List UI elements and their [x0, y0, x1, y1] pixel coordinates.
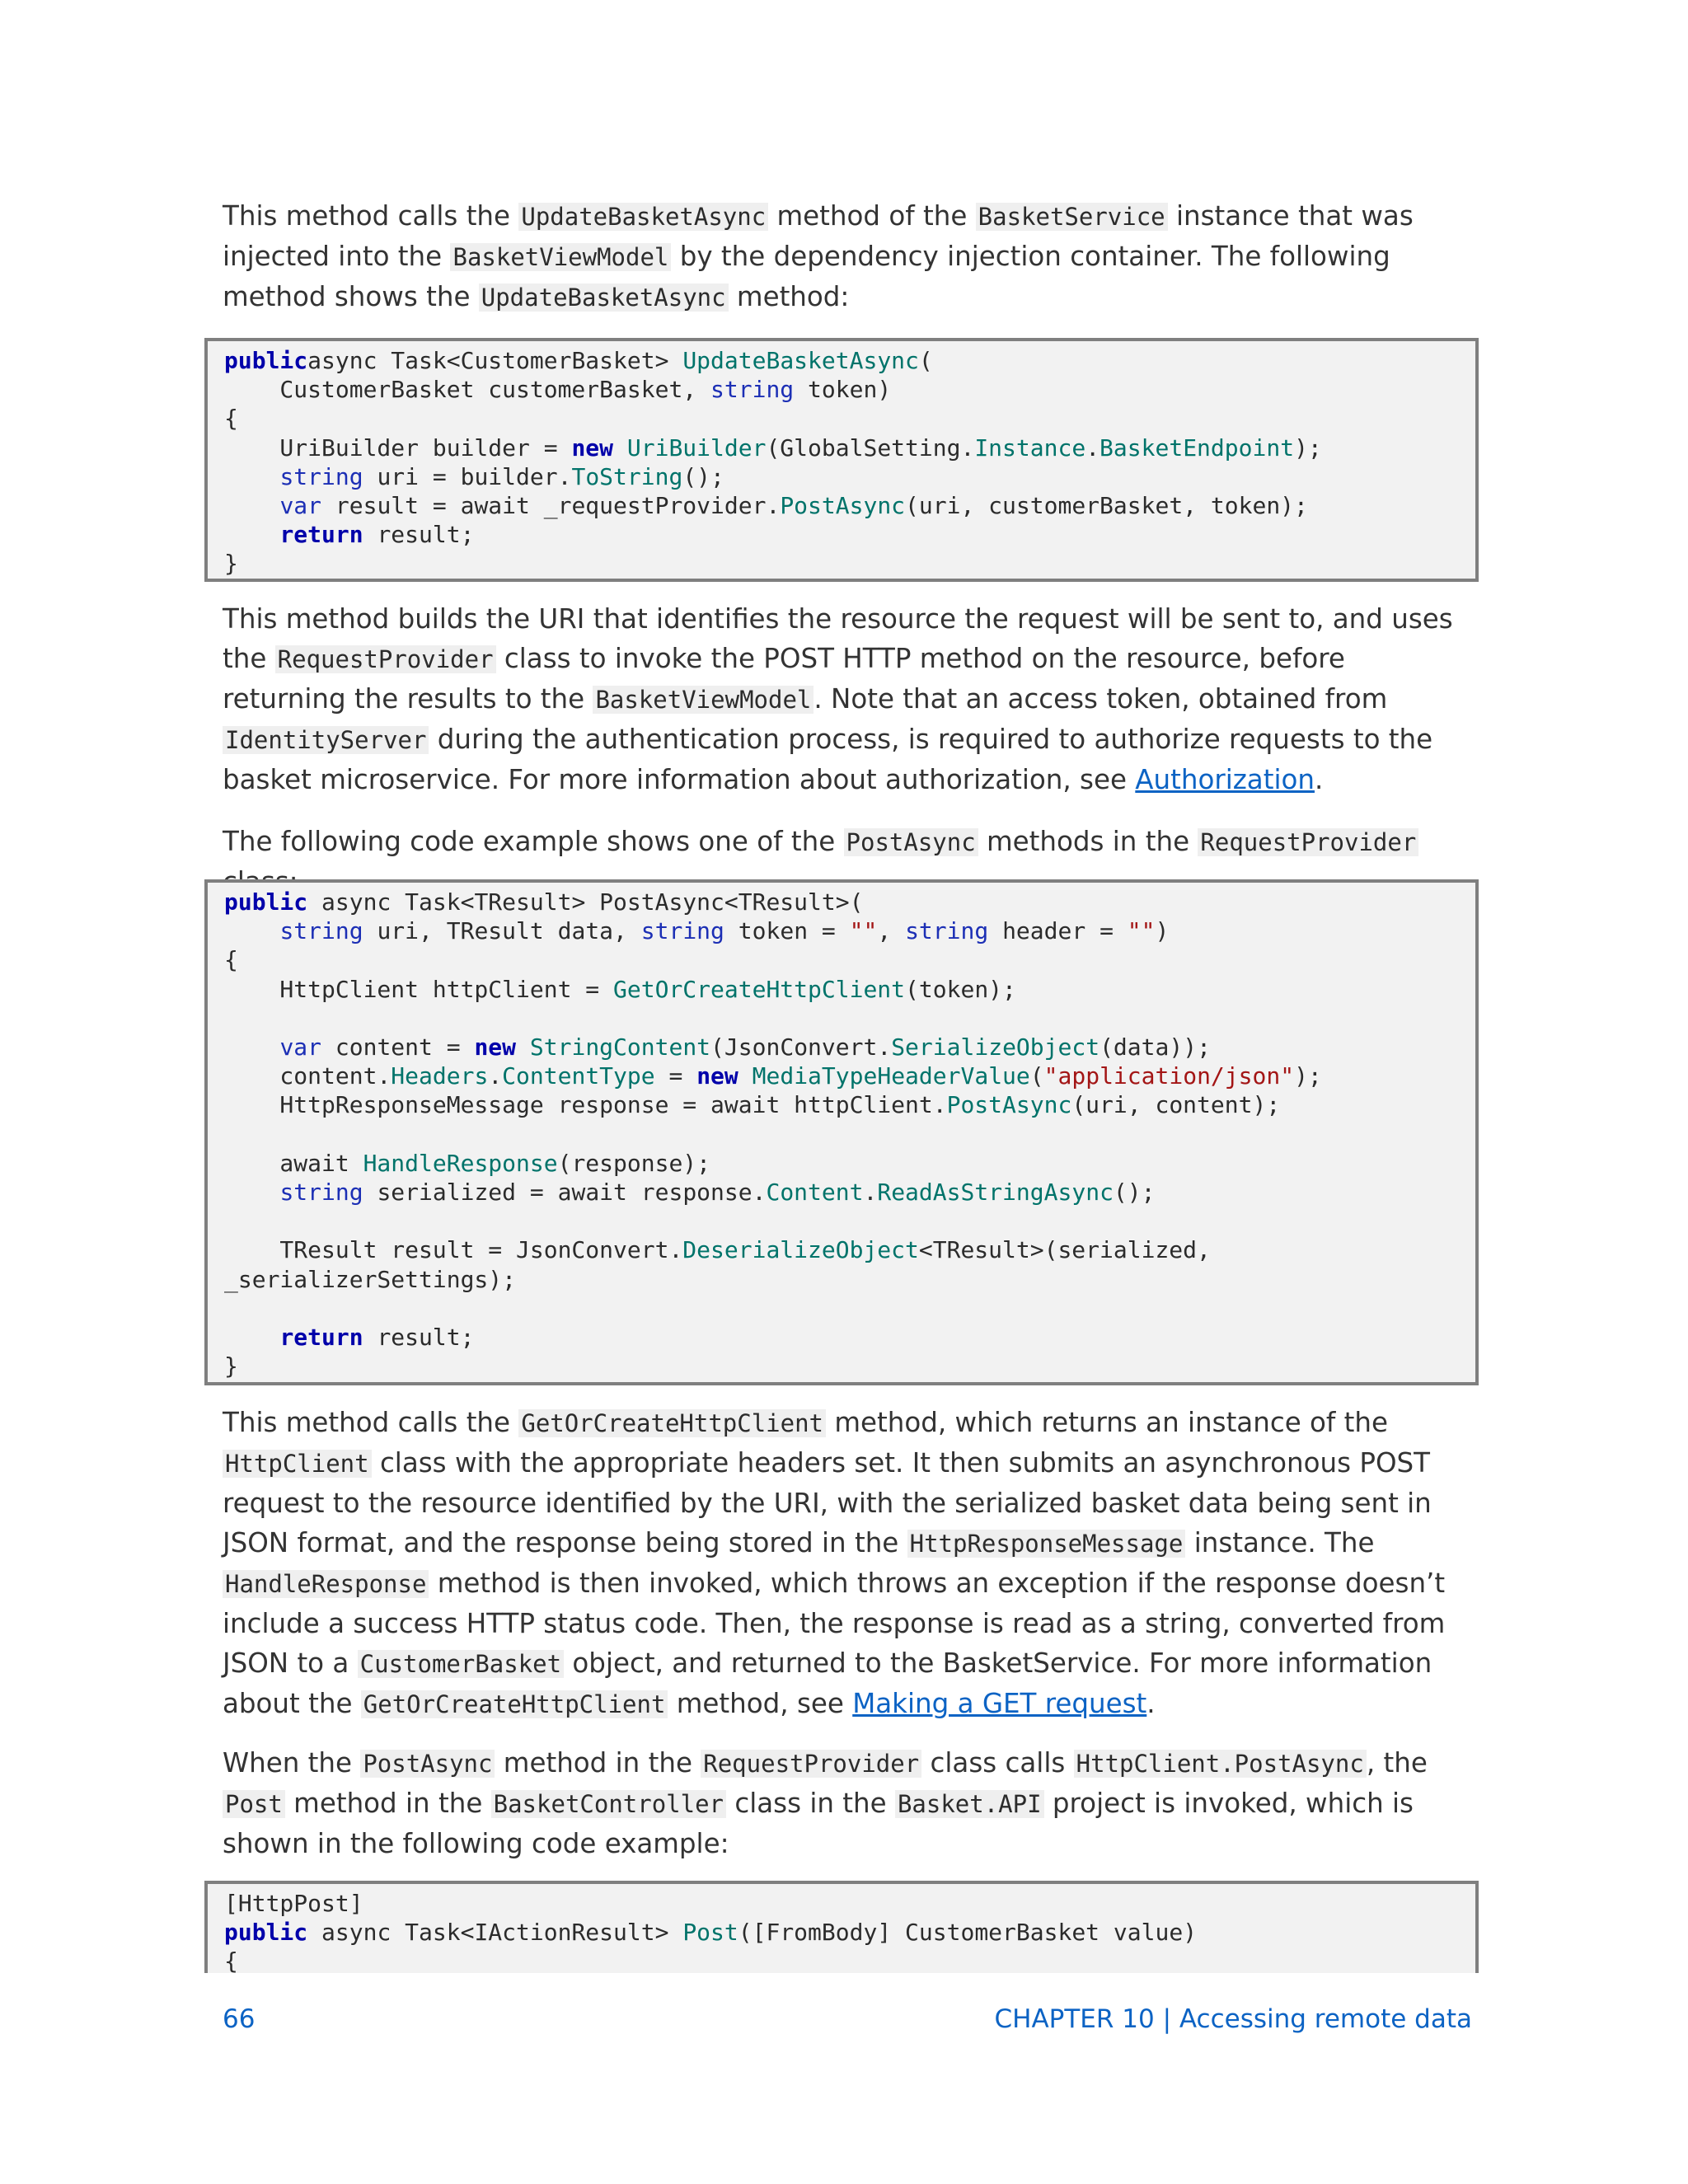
code-token: ); — [1294, 434, 1322, 462]
code-token: HttpResponseMessage response = await httpClient. — [224, 1091, 947, 1119]
code-token — [224, 1179, 279, 1206]
code-token: string — [905, 917, 989, 945]
code-token: ([FromBody] CustomerBasket value) — [738, 1919, 1198, 1947]
code-token: content = — [321, 1033, 475, 1061]
code-token: = — [654, 1062, 697, 1090]
inline-code: IdentityServer — [223, 726, 429, 754]
code-token: (uri, customerBasket, token); — [905, 492, 1308, 520]
code-token: . — [1085, 434, 1100, 462]
paragraph-postasync-intro: The following code example shows one of the PostAsync methods in the RequestProvider — [223, 822, 1475, 902]
code-token: uri, TResult data, — [363, 917, 641, 945]
code-token: (); — [682, 462, 724, 490]
code-token: HandleResponse — [363, 1149, 558, 1177]
inline-code: PostAsync — [844, 828, 978, 856]
code-block-basket-controller-post — [204, 1881, 1479, 1973]
code-token: var — [279, 1033, 322, 1061]
code-token: Headers — [391, 1062, 489, 1090]
code-token — [224, 463, 279, 490]
code-token: ( — [918, 347, 933, 374]
code-token: async Task<IActionResult> — [307, 1919, 683, 1947]
inline-code: BasketViewModel — [450, 243, 671, 271]
code-token: var — [279, 492, 322, 520]
code-token: "" — [1127, 917, 1156, 945]
paragraph-basket-controller-intro: When the PostAsync method in the RequestProvider class calls HttpClient.PostAsync, the Post method in the BasketController class in the Basket.API project is invoked, which is shown in the following code example: — [223, 1747, 1428, 1859]
inline-code: GetOrCreateHttpClient — [361, 1690, 668, 1718]
inline-code: BasketViewModel — [593, 686, 814, 714]
inline-code: HttpClient.PostAsync — [1074, 1750, 1367, 1778]
code-token: MediaTypeHeaderValue — [752, 1062, 1030, 1090]
code-token: <TResult>(serialized, — [918, 1236, 1211, 1264]
code-listing — [224, 1889, 1461, 1973]
inline-code: RequestProvider — [701, 1750, 921, 1778]
code-token: StringContent — [529, 1033, 711, 1061]
code-line — [224, 1004, 1461, 1033]
code-token: new — [696, 1062, 738, 1090]
inline-code: Post — [223, 1790, 285, 1818]
code-token: (data)); — [1100, 1033, 1211, 1061]
code-token: _serializerSettings); — [224, 1265, 517, 1293]
code-token: UriBuilder builder = — [224, 434, 572, 462]
code-token — [224, 917, 279, 944]
code-token: async Task<TResult> PostAsync<TResult>( — [307, 888, 864, 916]
code-token: await — [224, 1149, 363, 1177]
code-line — [224, 404, 1461, 433]
code-listing — [224, 888, 1461, 1380]
code-line — [224, 1178, 1461, 1207]
code-token: (response); — [557, 1149, 711, 1177]
inline-code: BasketController — [491, 1790, 726, 1818]
code-token: string — [710, 376, 795, 404]
paragraph-request-provider-explanation: This method builds the URI that identifies the resource the request will be sent to, and uses the RequestProvider class to invoke the POST HTTP method on the resource, before returning the results to the BasketViewModel. Note that an access token, obtained from IdentityServer during the authentication process, is required to authorize requests to the basket microservice. For more information about authorization, see Authorization. — [223, 603, 1453, 795]
code-line — [224, 434, 1461, 462]
chapter-title: CHAPTER 10 | Accessing remote data — [994, 2004, 1472, 2034]
code-token: async Task<CustomerBasket> — [307, 347, 683, 374]
code-token: BasketEndpoint — [1100, 434, 1295, 462]
inline-code: BasketService — [976, 203, 1168, 231]
code-token: result; — [363, 521, 475, 549]
code-line — [224, 1323, 1461, 1352]
code-token: { — [224, 1947, 238, 1973]
inline-code: PostAsync — [360, 1750, 495, 1778]
code-token: string — [640, 917, 724, 945]
code-token: Content — [766, 1179, 864, 1206]
code-token: "" — [849, 917, 878, 945]
code-line — [224, 346, 1461, 375]
code-listing — [224, 346, 1461, 579]
code-line — [224, 1265, 1461, 1294]
code-token: CustomerBasket customerBasket, — [224, 376, 711, 404]
code-line — [224, 1033, 1461, 1062]
code-token — [224, 1324, 279, 1351]
code-line — [224, 888, 1461, 916]
code-token: token) — [794, 376, 892, 404]
code-token: [HttpPost] — [224, 1890, 363, 1917]
code-line — [224, 1090, 1461, 1119]
code-line — [224, 945, 1461, 974]
inline-code: CustomerBasket — [358, 1650, 564, 1678]
code-token: serialized = await response. — [363, 1179, 767, 1206]
code-token: ); — [1294, 1062, 1322, 1090]
code-line — [224, 1947, 1461, 1973]
code-token: public — [224, 347, 308, 374]
code-token: (GlobalSetting. — [766, 434, 975, 462]
code-token: TResult result = JsonConvert. — [224, 1236, 683, 1264]
code-line — [224, 1918, 1461, 1947]
inline-code: RequestProvider — [275, 645, 496, 673]
code-token: ) — [1155, 917, 1170, 945]
code-token: DeserializeObject — [682, 1236, 919, 1264]
code-token: . — [488, 1062, 503, 1090]
inline-code: Basket.API — [895, 1790, 1044, 1818]
code-line — [224, 549, 1461, 578]
code-token: UpdateBasketAsync — [682, 347, 919, 374]
code-token: string — [279, 917, 363, 945]
code-line — [224, 520, 1461, 549]
code-token: (uri, content); — [1071, 1091, 1281, 1119]
code-token: PostAsync — [780, 492, 906, 520]
code-token: { — [224, 946, 238, 974]
code-token: SerializeObject — [891, 1033, 1100, 1061]
code-token: ContentType — [502, 1062, 655, 1090]
code-token: return — [279, 521, 363, 549]
code-token: result; — [363, 1323, 475, 1351]
code-token: (token); — [905, 975, 1016, 1003]
code-line — [224, 375, 1461, 404]
code-token: string — [279, 1179, 363, 1206]
code-token: "application/json" — [1043, 1062, 1295, 1090]
page-number: 66 — [223, 2004, 256, 2034]
inline-code: GetOrCreateHttpClient — [518, 1409, 826, 1437]
code-token: GetOrCreateHttpClient — [613, 975, 906, 1003]
code-line — [224, 1352, 1461, 1380]
code-token: { — [224, 405, 238, 433]
code-line — [224, 916, 1461, 945]
code-token: return — [279, 1323, 363, 1351]
code-line — [224, 975, 1461, 1004]
inline-code: HttpResponseMessage — [907, 1530, 1186, 1558]
code-token: header = — [988, 917, 1128, 945]
code-token: content. — [224, 1062, 392, 1090]
code-block-update-basket-async — [204, 338, 1479, 582]
code-token: UriBuilder — [626, 434, 767, 462]
paragraph-post-async-explanation: This method calls the GetOrCreateHttpClient method, which returns an instance of the HttpClient class with the appropriate headers set. It then submits an asynchronous POST request to the resource identified by the URI, with the serialized basket data being sent in JSON format, and the response being stored in the HttpResponseMessage instance. The HandleResponse method is then invoked, which throws an exception if the response doesn’t include a success HTTP status code. Then, the response is read as a string, converted from JSON to a CustomerBasket object, and returned to the BasketService. For more information about the GetOrCreateHttpClient method, see Making a GET request. — [223, 1407, 1446, 1719]
code-token: ( — [1029, 1062, 1044, 1090]
code-token: Instance — [974, 434, 1086, 462]
inline-code: HandleResponse — [223, 1570, 429, 1598]
code-token: public — [224, 1919, 308, 1947]
code-token: result = await _requestProvider. — [321, 492, 781, 520]
paragraph-update-basket-intro: This method calls the UpdateBasketAsync method of the BasketService instance that was injected into the BasketViewModel by the dependency injection container. The following method shows the UpdateBasketAsync method: — [223, 200, 1414, 312]
code-token: token = — [724, 917, 850, 945]
authorization-link[interactable]: Authorization — [1135, 764, 1315, 795]
code-line — [224, 1207, 1461, 1235]
code-token — [613, 434, 627, 462]
code-token: , — [877, 917, 906, 945]
code-token: } — [224, 1352, 238, 1380]
code-token: string — [279, 462, 363, 490]
code-line — [224, 1120, 1461, 1149]
code-token — [516, 1033, 530, 1061]
code-token: ReadAsStringAsync — [877, 1179, 1114, 1206]
code-token — [224, 1033, 279, 1061]
inline-code: UpdateBasketAsync — [479, 284, 729, 312]
code-token: uri = builder. — [363, 462, 572, 490]
code-token: (); — [1113, 1179, 1156, 1206]
code-token: new — [571, 434, 614, 462]
code-token: PostAsync — [946, 1091, 1072, 1119]
code-token: . — [863, 1179, 878, 1206]
code-line — [224, 1149, 1461, 1178]
making-get-request-link[interactable]: Making a GET request — [852, 1688, 1147, 1719]
code-token: HttpClient httpClient = — [224, 975, 614, 1003]
inline-code: RequestProvider — [1198, 828, 1418, 856]
code-line — [224, 462, 1461, 491]
code-token: Post — [682, 1919, 738, 1947]
code-line — [224, 1294, 1461, 1323]
code-token: new — [474, 1033, 517, 1061]
code-token: public — [224, 888, 308, 916]
code-line — [224, 1889, 1461, 1918]
code-token: (JsonConvert. — [710, 1033, 892, 1061]
code-token — [738, 1062, 753, 1090]
code-token — [224, 521, 279, 548]
code-line — [224, 1062, 1461, 1090]
inline-code: UpdateBasketAsync — [518, 203, 768, 231]
code-token — [224, 492, 279, 519]
code-token: ToString — [571, 462, 683, 490]
code-token: } — [224, 550, 238, 578]
code-line — [224, 1235, 1461, 1264]
code-block-post-async — [204, 879, 1479, 1385]
code-line — [224, 491, 1461, 520]
inline-code: HttpClient — [223, 1450, 372, 1478]
